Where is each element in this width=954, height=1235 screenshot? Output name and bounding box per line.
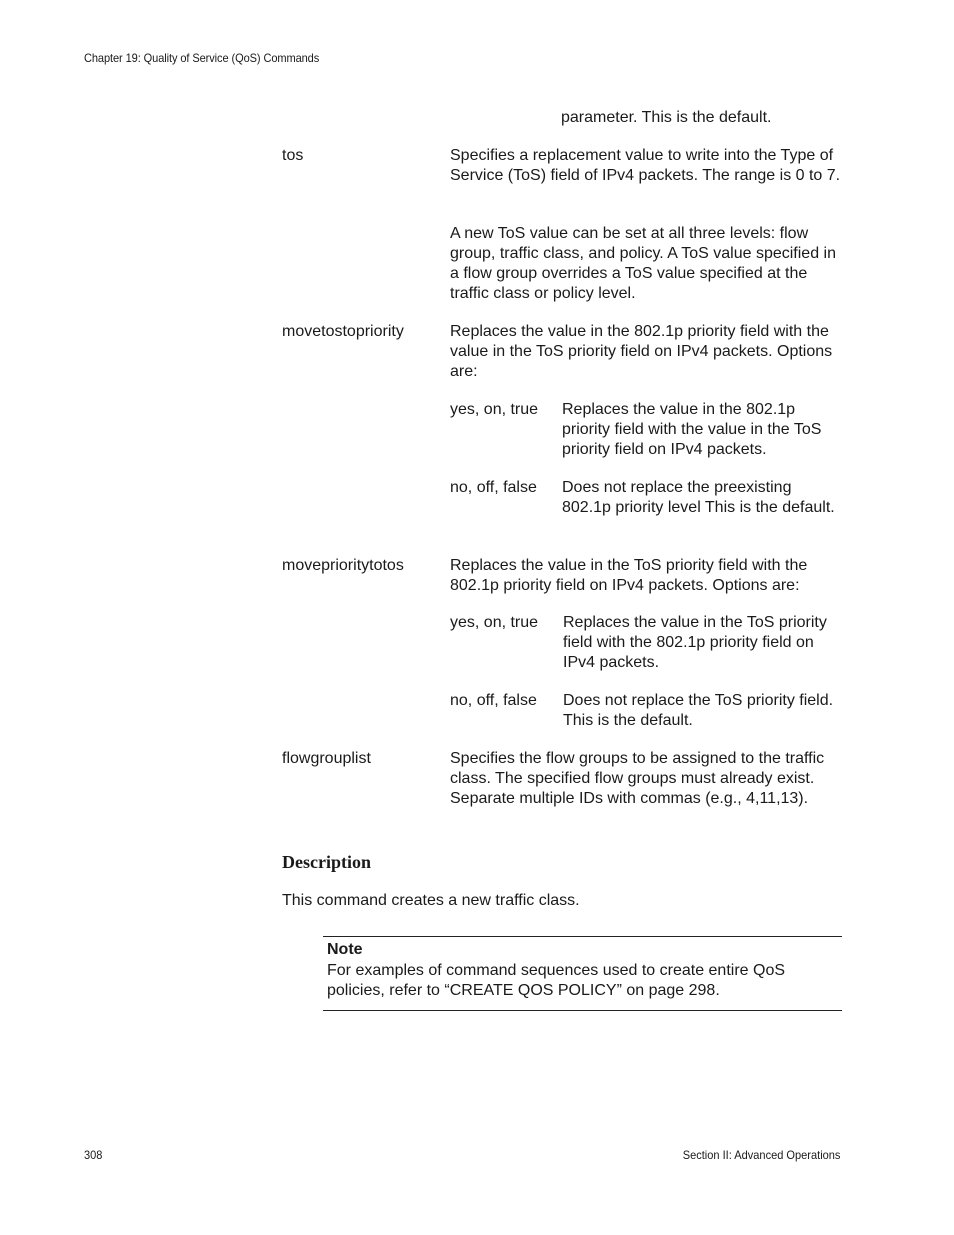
description-text: This command creates a new traffic class. [282,892,580,909]
option-desc: Replaces the value in the ToS priority field with the 802.1p priority field on IPv4 packets. [563,614,827,671]
option-name: no, off, false [450,479,537,496]
param-term-tos: tos [282,147,304,164]
param-term-flowgrouplist: flowgrouplist [282,750,371,767]
param-term-movetostopriority: movetostopriority [282,323,404,340]
footer-section: Section II: Advanced Operations [682,1148,840,1162]
running-header: Chapter 19: Quality of Service (QoS) Commands [84,51,320,65]
section-heading-description: Description [282,852,371,872]
option-desc: Replaces the value in the 802.1p priority field with the value in the ToS priority field on IPv4 packets. [562,401,822,458]
param-term-moveprioritytotos: moveprioritytotos [282,557,404,574]
param-desc-tos-2: A new ToS value can be set at all three levels: flow group, traffic class, and policy. A ToS value specified in a flow group overrides a ToS value specified at the traffic class or policy level. [450,225,836,302]
param-desc-moveprioritytotos: Replaces the value in the ToS priority field with the 802.1p priority field on IPv4 packets. Options are: [450,557,808,594]
param-desc-flowgrouplist: Specifies the flow groups to be assigned to the traffic class. The specified flow groups must already exist. Separate multiple IDs with commas (e.g., 4,11,13). [450,750,825,807]
note-text: For examples of command sequences used to create entire QoS policies, refer to “CREATE QOS POLICY” on page 298. [327,962,786,999]
option-desc: Does not replace the ToS priority field. This is the default. [563,692,834,729]
option-name: no, off, false [450,692,537,709]
note-box [323,936,842,1011]
page-number: 308 [84,1148,103,1162]
param-desc-movetostopriority: Replaces the value in the 802.1p priority field with the value in the ToS priority field on IPv4 packets. Options are: [450,323,833,380]
option-name: yes, on, true [450,614,539,631]
option-desc: Does not replace the preexisting 802.1p priority level This is the default. [562,479,835,516]
param-desc-tos-1: Specifies a replacement value to write into the Type of Service (ToS) field of IPv4 packets. The range is 0 to 7. [450,147,841,184]
continued-text: parameter. This is the default. [561,109,772,126]
option-name: yes, on, true [450,401,539,418]
note-title: Note [327,941,363,958]
